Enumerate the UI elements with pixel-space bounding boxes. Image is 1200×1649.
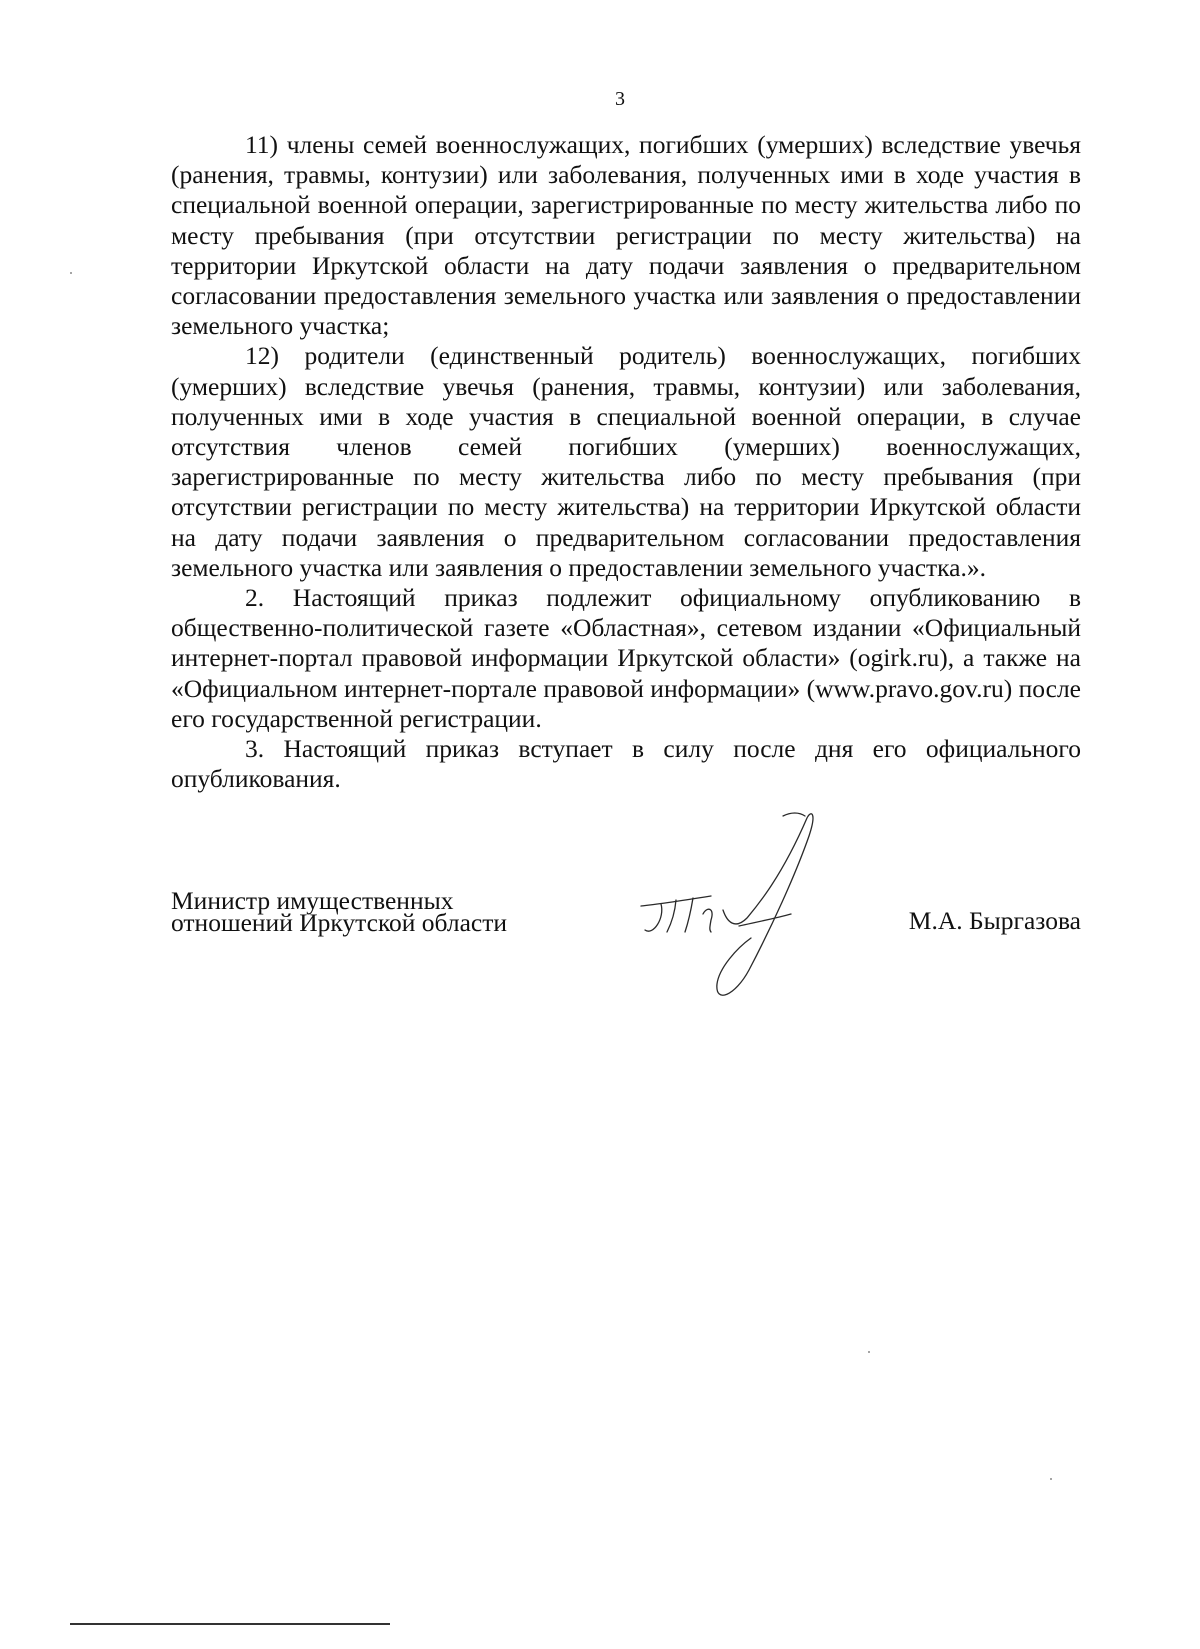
signer-position-line-1: Министр имущественных bbox=[171, 886, 454, 915]
handwritten-signature bbox=[631, 808, 831, 1008]
signer-position bbox=[171, 886, 591, 937]
signer-position-line-2: отношений Иркутской области bbox=[171, 908, 508, 937]
paragraph-publication: 2. Настоящий приказ подлежит официальному опубликованию в общественно-политической газете «Областная», сетевом издании «Официальный интернет-портал правовой информации Иркутской области» (ogirk.ru), а также на «Официальном интернет-портале правовой информации» (www.pravo.gov.ru) после его государственной регистрации. bbox=[171, 583, 1081, 733]
signature-block bbox=[171, 880, 1081, 1020]
paragraph-entry-into-force: 3. Настоящий приказ вступает в силу после дня его официального опубликования. bbox=[171, 734, 1081, 794]
scan-speck bbox=[70, 272, 72, 274]
document-body bbox=[171, 130, 1081, 794]
footnote-separator bbox=[70, 1623, 390, 1625]
page-number: 3 bbox=[615, 88, 625, 110]
paragraph-item-12: 12) родители (единственный родитель) военнослужащих, погибших (умерших) вследствие увечья (ранения, травмы, контузии) или заболевания, полученных ими в ходе участия в специальной военной операции, в случае отсутствия членов семей погибших (умерших) военнослужащих, зарегистрированные по месту жительства либо по месту пребывания (при отсутствии регистрации по месту жительства) на территории Иркутской области на дату подачи заявления о предварительном согласовании предоставления земельного участка или заявления о предоставлении земельного участка.». bbox=[171, 341, 1081, 582]
signer-name: М.А. Быргазова bbox=[908, 906, 1081, 935]
scan-speck bbox=[868, 1351, 870, 1353]
scan-speck bbox=[1050, 1478, 1052, 1480]
paragraph-item-11: 11) члены семей военнослужащих, погибших (умерших) вследствие увечья (ранения, травмы, контузии) или заболевания, полученных ими в ходе участия в специальной военной операции, зарегистрированные по месту жительства либо по месту пребывания (при отсутствии регистрации по месту жительства) на территории Иркутской области на дату подачи заявления о предварительном согласовании предоставления земельного участка или заявления о предоставлении земельного участка; bbox=[171, 130, 1081, 341]
